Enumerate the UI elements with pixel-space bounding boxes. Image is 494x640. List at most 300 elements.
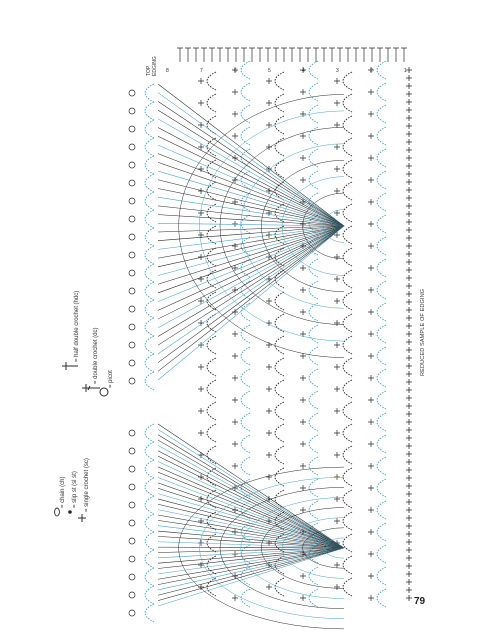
picot-mark	[129, 270, 135, 276]
chain-arch	[343, 226, 352, 244]
double-crochet-mark	[233, 48, 239, 62]
chain-arch	[275, 138, 284, 156]
fan-stitch	[158, 128, 344, 226]
double-crochet-mark	[281, 48, 287, 62]
legend-slip-stitch: = slip st (sl st)	[72, 471, 78, 508]
single-crochet-mark	[266, 430, 272, 436]
single-crochet-mark	[334, 166, 340, 172]
single-crochet-mark	[300, 287, 306, 293]
single-crochet-mark	[232, 441, 238, 447]
double-crochet-mark	[265, 48, 271, 62]
fan-stitch	[158, 467, 344, 548]
chain-arch	[207, 336, 216, 354]
edge-chain-loop	[145, 496, 154, 514]
chain-arch	[309, 479, 318, 497]
double-crochet-mark	[361, 48, 367, 62]
picot-mark	[129, 556, 135, 562]
chain-arch	[343, 424, 352, 442]
chain-arch	[343, 204, 352, 222]
single-crochet-mark	[334, 584, 340, 590]
row-number: 7	[200, 68, 203, 74]
legend-half-double-crochet: = half double crochet (hdc)	[74, 290, 80, 362]
single-crochet-mark	[406, 403, 412, 409]
single-crochet-mark	[300, 463, 306, 469]
fan-stitch	[158, 226, 344, 328]
single-crochet-mark	[300, 441, 306, 447]
chain-arch	[377, 171, 386, 189]
single-crochet-mark	[406, 523, 412, 529]
single-crochet-mark	[406, 323, 412, 329]
single-crochet-mark	[334, 562, 340, 568]
chain-arch	[343, 468, 352, 486]
chain-arch	[241, 413, 250, 431]
single-crochet-mark	[406, 443, 412, 449]
picot-mark	[129, 306, 135, 312]
chain-arch	[207, 72, 216, 90]
single-crochet-mark	[368, 595, 374, 601]
chain-arch	[309, 589, 318, 607]
chain-arch	[377, 589, 386, 607]
single-crochet-mark	[198, 78, 204, 84]
chain-arch	[309, 391, 318, 409]
single-crochet-mark	[266, 320, 272, 326]
double-crochet-mark	[345, 48, 351, 62]
single-crochet-mark	[368, 485, 374, 491]
double-crochet-mark	[305, 48, 311, 62]
double-crochet-mark	[393, 48, 399, 62]
single-crochet-mark	[232, 111, 238, 117]
fan-stitch	[158, 488, 344, 548]
chain-arch	[377, 127, 386, 145]
chain-arch	[377, 325, 386, 343]
single-crochet-mark	[406, 411, 412, 417]
single-crochet-mark	[406, 507, 412, 513]
single-crochet-mark	[368, 287, 374, 293]
single-crochet-mark	[406, 227, 412, 233]
single-crochet-mark	[300, 309, 306, 315]
single-crochet-mark	[406, 275, 412, 281]
single-crochet-mark	[334, 78, 340, 84]
chain-arch	[275, 358, 284, 376]
single-crochet-mark	[406, 299, 412, 305]
single-crochet-mark	[406, 307, 412, 313]
edge-chain-loop	[145, 550, 154, 568]
single-crochet-mark	[266, 386, 272, 392]
edge-chain-loop	[145, 138, 154, 156]
row-number: 1	[404, 68, 407, 74]
edge-chain-loop	[145, 604, 154, 622]
chain-arch	[309, 325, 318, 343]
single-crochet-mark	[232, 331, 238, 337]
double-crochet-mark	[353, 48, 359, 62]
chain-symbol	[55, 508, 60, 516]
legend-double-crochet: = double crochet (dc)	[93, 327, 99, 384]
fan-stitch	[158, 226, 344, 284]
double-crochet-mark	[249, 48, 255, 62]
picot-mark	[129, 538, 135, 544]
chain-arch	[377, 149, 386, 167]
edge-chain-loop	[145, 372, 154, 390]
edge-chain-loop	[145, 586, 154, 604]
single-crochet-mark	[334, 452, 340, 458]
chain-arch	[207, 248, 216, 266]
chain-arch	[377, 501, 386, 519]
fan-stitch	[158, 226, 344, 336]
single-crochet-mark	[368, 375, 374, 381]
picot-mark	[129, 90, 135, 96]
single-crochet-mark	[406, 387, 412, 393]
chain-arch	[309, 567, 318, 585]
single-crochet-mark	[406, 547, 412, 553]
single-crochet-mark	[406, 243, 412, 249]
slip-stitch-symbol	[68, 510, 72, 514]
chain-arch	[377, 347, 386, 365]
chain-arch	[241, 127, 250, 145]
chain-arch	[275, 226, 284, 244]
edge-chain-loop	[145, 210, 154, 228]
single-crochet-mark	[406, 587, 412, 593]
single-crochet-mark	[406, 467, 412, 473]
fan-stitch	[158, 145, 344, 226]
chain-arch	[275, 160, 284, 178]
edge-chain-loop	[145, 192, 154, 210]
picot-mark	[129, 144, 135, 150]
single-crochet-mark	[368, 353, 374, 359]
chain-arch	[275, 94, 284, 112]
single-crochet-mark	[334, 298, 340, 304]
chain-arch	[343, 336, 352, 354]
single-crochet-mark	[266, 342, 272, 348]
single-crochet-mark	[368, 155, 374, 161]
chain-arch	[275, 72, 284, 90]
picot-mark	[129, 520, 135, 526]
fan-stitch	[158, 461, 344, 548]
single-crochet-mark	[406, 371, 412, 377]
picot-mark	[129, 180, 135, 186]
double-crochet-mark	[193, 48, 199, 62]
double-crochet-mark	[289, 48, 295, 62]
chart-caption: REDUCED SAMPLE OF EDGING	[420, 288, 426, 376]
single-crochet-mark	[406, 579, 412, 585]
single-crochet-mark	[406, 75, 412, 81]
single-crochet-mark	[368, 551, 374, 557]
chain-arch	[207, 226, 216, 244]
chain-arch	[275, 424, 284, 442]
double-crochet-mark	[297, 48, 303, 62]
single-crochet-mark	[232, 89, 238, 95]
legend-single-crochet: = single crochet (sc)	[84, 458, 90, 512]
single-crochet-mark	[198, 386, 204, 392]
single-crochet-mark	[406, 483, 412, 489]
chain-arch	[309, 259, 318, 277]
single-crochet-mark	[334, 100, 340, 106]
page-number: 79	[414, 596, 426, 607]
legend-chain: = chain (ch)	[60, 476, 66, 508]
picot-mark	[129, 108, 135, 114]
single-crochet-mark	[406, 195, 412, 201]
single-crochet-mark	[406, 171, 412, 177]
single-crochet-mark	[406, 267, 412, 273]
picot-mark	[129, 198, 135, 204]
single-crochet-mark	[266, 78, 272, 84]
picot-mark	[129, 378, 135, 384]
single-crochet-mark	[232, 397, 238, 403]
single-crochet-mark	[266, 100, 272, 106]
picot-mark	[129, 466, 135, 472]
single-crochet-mark	[232, 133, 238, 139]
fan-stitch	[158, 93, 344, 226]
chain-arch	[207, 534, 216, 552]
chain-arch	[377, 369, 386, 387]
single-crochet-mark	[334, 144, 340, 150]
chain-arch	[309, 61, 318, 79]
single-crochet-mark	[300, 375, 306, 381]
chain-arch	[241, 83, 250, 101]
double-crochet-mark	[217, 48, 223, 62]
edge-chain-loop	[145, 478, 154, 496]
single-crochet-mark	[368, 397, 374, 403]
single-crochet-mark	[198, 562, 204, 568]
chain-arch	[241, 457, 250, 475]
picot-mark	[129, 610, 135, 616]
single-crochet-mark	[406, 363, 412, 369]
chain-arch	[377, 391, 386, 409]
chain-arch	[309, 303, 318, 321]
single-crochet-mark	[368, 111, 374, 117]
chain-arch	[241, 391, 250, 409]
edge-chain-loop	[145, 532, 154, 550]
single-crochet-mark	[266, 408, 272, 414]
chain-arch	[275, 468, 284, 486]
single-crochet-mark	[232, 243, 238, 249]
single-crochet-mark	[406, 563, 412, 569]
single-crochet-mark	[368, 133, 374, 139]
chain-arch	[343, 314, 352, 332]
picot-mark	[129, 234, 135, 240]
single-crochet-mark	[406, 155, 412, 161]
edge-chain-loop	[145, 228, 154, 246]
picot-mark	[129, 484, 135, 490]
fan-stitch	[158, 548, 344, 606]
picot-mark	[129, 430, 135, 436]
edge-chain-loop	[145, 282, 154, 300]
chain-arch	[275, 446, 284, 464]
chain-arch	[343, 292, 352, 310]
fan-stitch	[158, 226, 344, 232]
single-crochet-mark	[368, 507, 374, 513]
chain-arch	[241, 215, 250, 233]
single-crochet-mark	[334, 342, 340, 348]
single-crochet-mark	[232, 419, 238, 425]
chain-arch	[343, 446, 352, 464]
single-crochet-mark	[266, 364, 272, 370]
single-crochet-mark	[300, 177, 306, 183]
chain-arch	[343, 182, 352, 200]
single-crochet-mark	[406, 187, 412, 193]
chain-arch	[241, 435, 250, 453]
chain-arch	[241, 61, 250, 79]
picot-mark	[129, 324, 135, 330]
fan-stitch	[158, 478, 344, 548]
single-crochet-mark	[406, 491, 412, 497]
single-crochet-mark	[300, 397, 306, 403]
single-crochet-mark	[406, 291, 412, 297]
fan-stitch	[158, 445, 344, 548]
row-number: 3	[336, 68, 339, 74]
fan-stitch	[158, 223, 344, 226]
chain-arch	[207, 424, 216, 442]
single-crochet-mark	[406, 163, 412, 169]
chain-arch	[275, 578, 284, 596]
double-crochet-mark	[385, 48, 391, 62]
single-crochet-mark	[406, 331, 412, 337]
single-crochet-mark	[266, 452, 272, 458]
edge-chain-loop	[145, 300, 154, 318]
single-crochet-mark	[406, 379, 412, 385]
single-crochet-mark	[406, 355, 412, 361]
chain-arch	[241, 369, 250, 387]
fan-stitch	[158, 499, 344, 548]
edge-chain-loop	[145, 120, 154, 138]
picot-mark	[129, 252, 135, 258]
single-crochet-mark	[406, 211, 412, 217]
row-number: 6	[234, 68, 237, 74]
single-crochet-mark	[232, 309, 238, 315]
fan-stitch	[158, 548, 344, 569]
chain-arch	[309, 149, 318, 167]
single-crochet-mark	[368, 331, 374, 337]
chain-arch	[343, 380, 352, 398]
double-crochet-mark	[401, 48, 407, 62]
chain-arch	[377, 61, 386, 79]
chain-arch	[207, 160, 216, 178]
edge-chain-loop	[145, 336, 154, 354]
chain-arch	[377, 259, 386, 277]
chain-arch	[309, 83, 318, 101]
chain-arch	[207, 94, 216, 112]
picot-mark	[129, 360, 135, 366]
chain-arch	[343, 556, 352, 574]
single-crochet-mark	[368, 243, 374, 249]
chain-arch	[241, 347, 250, 365]
chain-arch	[207, 512, 216, 530]
double-crochet-mark	[337, 48, 343, 62]
single-crochet-mark	[334, 386, 340, 392]
double-crochet-mark	[177, 48, 183, 62]
single-crochet-mark	[368, 309, 374, 315]
single-crochet-mark	[198, 430, 204, 436]
fan-stitch	[158, 136, 344, 226]
single-crochet-mark	[368, 573, 374, 579]
chain-arch	[275, 292, 284, 310]
single-crochet-mark	[406, 451, 412, 457]
single-crochet-mark	[406, 395, 412, 401]
chain-arch	[275, 402, 284, 420]
chain-arch	[377, 215, 386, 233]
edge-chain-loop	[145, 318, 154, 336]
single-crochet-mark	[300, 133, 306, 139]
single-crochet-mark	[266, 584, 272, 590]
single-crochet-mark	[368, 463, 374, 469]
single-crochet-mark	[232, 595, 238, 601]
fan-stitch	[158, 226, 344, 293]
edge-chain-loop	[145, 460, 154, 478]
double-crochet-mark	[209, 48, 215, 62]
single-crochet-mark	[406, 531, 412, 537]
edge-chain-loop	[145, 246, 154, 264]
single-crochet-mark	[368, 419, 374, 425]
chain-arch	[377, 281, 386, 299]
chain-arch	[207, 380, 216, 398]
single-crochet-mark	[406, 283, 412, 289]
fan-stitch	[158, 84, 344, 226]
chain-arch	[207, 204, 216, 222]
chain-arch	[343, 248, 352, 266]
edge-chain-loop	[145, 264, 154, 282]
single-crochet-mark	[406, 555, 412, 561]
chain-arch	[309, 413, 318, 431]
single-crochet-mark	[300, 419, 306, 425]
chain-arch	[207, 358, 216, 376]
single-crochet-mark	[406, 435, 412, 441]
single-crochet-mark	[368, 529, 374, 535]
single-crochet-mark	[334, 474, 340, 480]
chain-arch	[343, 160, 352, 178]
single-crochet-mark	[406, 235, 412, 241]
picot-mark	[129, 574, 135, 580]
chain-arch	[207, 402, 216, 420]
single-crochet-mark	[334, 254, 340, 260]
single-crochet-mark	[406, 115, 412, 121]
chain-arch	[377, 435, 386, 453]
chain-arch	[343, 94, 352, 112]
chain-arch	[309, 501, 318, 519]
single-crochet-mark	[368, 199, 374, 205]
fan-stitch	[158, 119, 344, 226]
single-crochet-mark	[406, 427, 412, 433]
edge-chain-loop	[145, 424, 154, 442]
single-crochet-mark	[406, 571, 412, 577]
single-crochet-mark	[406, 123, 412, 129]
single-crochet-mark	[334, 276, 340, 282]
chain-arch	[377, 523, 386, 541]
chain-arch	[377, 479, 386, 497]
single-crochet-mark	[406, 459, 412, 465]
chain-arch	[343, 402, 352, 420]
fan-stitch	[158, 226, 344, 371]
double-crochet-mark	[313, 48, 319, 62]
chain-arch	[343, 138, 352, 156]
single-crochet-mark	[300, 155, 306, 161]
single-crochet-mark	[406, 419, 412, 425]
fan-stitch	[158, 424, 344, 548]
double-crochet-mark	[273, 48, 279, 62]
picot-mark	[129, 342, 135, 348]
single-crochet-mark	[406, 499, 412, 505]
single-crochet-mark	[266, 474, 272, 480]
double-crochet-mark	[225, 48, 231, 62]
fan-stitch	[158, 548, 344, 585]
single-crochet-mark	[334, 210, 340, 216]
single-crochet-mark	[406, 83, 412, 89]
single-crochet-mark	[406, 107, 412, 113]
single-crochet-mark	[368, 265, 374, 271]
single-crochet-mark	[406, 99, 412, 105]
single-crochet-mark	[368, 177, 374, 183]
chain-arch	[309, 281, 318, 299]
double-crochet-mark	[201, 48, 207, 62]
single-crochet-mark	[406, 179, 412, 185]
